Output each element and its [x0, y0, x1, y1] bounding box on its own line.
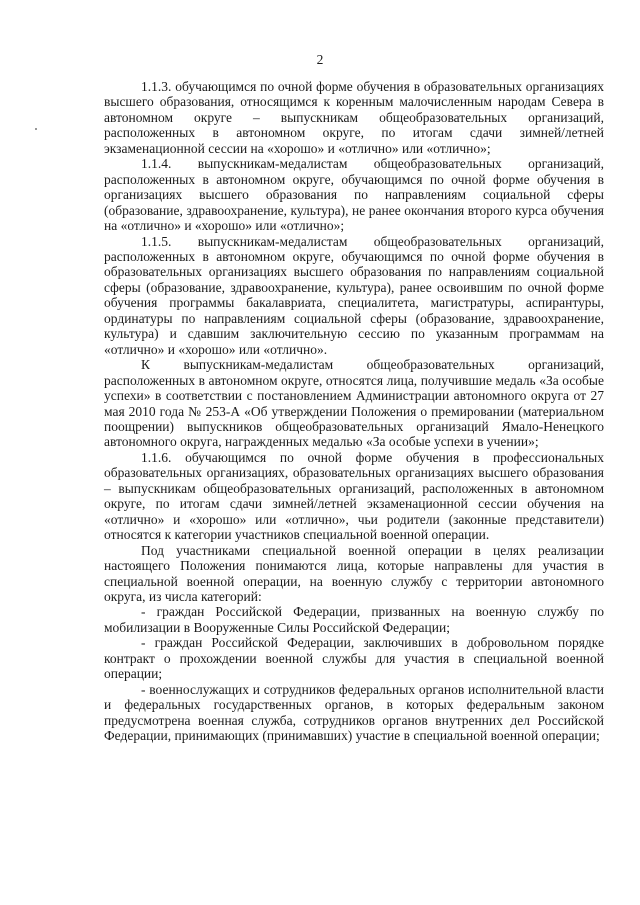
paragraph-1-1-4: 1.1.4. выпускникам-медалистам общеобразовательных организаций, расположенных в автономном округе, обучающимся по очной форме обучения в организациях высшего образования по направлениям социальной сферы (образование, здравоохранение, культура), не ранее окончания второго курса обучения на «отлично» и «хорошо» или «отлично»; — [104, 156, 604, 234]
page-number: 2 — [316, 52, 324, 67]
list-item-mobilized: - граждан Российской Федерации, призванных на военную службу по мобилизации в Вооруженные Силы Российской Федерации; — [104, 604, 604, 635]
list-item-contract: - граждан Российской Федерации, заключивших в добровольном порядке контракт о прохождении военной службы для участия в специальной военной операции; — [104, 635, 604, 682]
paragraph-1-1-6: 1.1.6. обучающимся по очной форме обучения в профессиональных образовательных организациях, образовательных организациях высшего образования – выпускникам общеобразовательных организаций, расположенных в автономном округе, по итогам сдачи зимней/летней экзаменационной сессии обучения на «отлично» и «хорошо» или «отлично», чьи родители (законные представители) относятся к категории участников специальной военной операции. — [104, 449, 604, 543]
document-body — [104, 79, 604, 743]
paragraph-medalists-definition: К выпускникам-медалистам общеобразовательных организаций, расположенных в автономном округе, относятся лица, получившие медаль «За особые успехи» в соответствии с постановлением Администрации автономного округа от 27 мая 2010 года № 253-А «Об утверждении Положения о премировании (материальном поощрении) выпускников общеобразовательных организаций Ямало-Ненецкого автономного округа, награжденных медалью «За особые успехи в учении»; — [104, 357, 604, 450]
paragraph-1-1-3: 1.1.3. обучающимся по очной форме обучения в образовательных организациях высшего образования, относящимся к коренным малочисленным народам Севера в автономном округе – выпускникам общеобразовательных организаций, расположенных в автономном округе, по итогам сдачи зимней/летней экзаменационной сессии на «хорошо» и «отлично» или «отлично»; — [104, 79, 604, 156]
paragraph-svo-definition: Под участниками специальной военной операции в целях реализации настоящего Положения понимаются лица, которые направлены для участия в специальной военной операции, на военную службу с территории автономного округа, из числа категорий: — [104, 542, 604, 604]
scan-speck — [35, 128, 37, 130]
list-item-servicemen: - военнослужащих и сотрудников федеральных органов исполнительной власти и федеральных государственных органов, в которых федеральным законом предусмотрена военная служба, сотрудников органов внутренних дел Российской Федерации, принимающих (принимавших) участие в специальной военной операции; — [104, 681, 604, 744]
paragraph-1-1-5: 1.1.5. выпускникам-медалистам общеобразовательных организаций, расположенных в автономном округе, обучающимся по очной форме обучения в образовательных организациях высшего образования по направлениям социальной сферы (образование, здравоохранение, культура), ранее освоившим по очной форме обучения программы бакалавриата, специалитета, магистратуры, аспирантуры, ординатуры по направлениям социальной сферы (образование, здравоохранение, культура) и сдавшим заключительную сессию по указанным программам на «отлично» и «хорошо» или «отлично». — [104, 233, 604, 357]
